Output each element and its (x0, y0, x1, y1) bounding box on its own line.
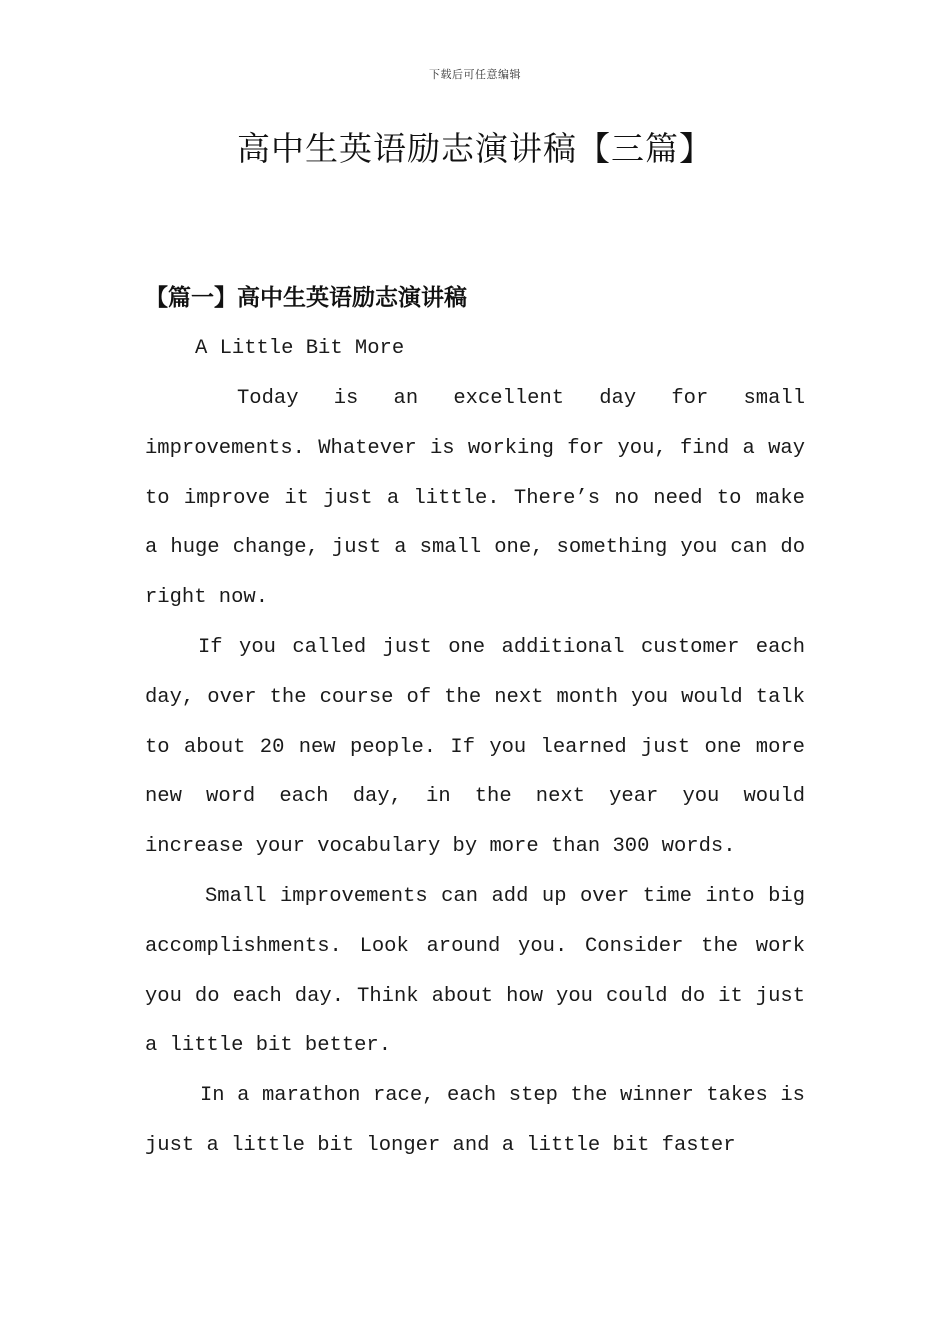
paragraph: If you called just one additional customer each day, over the course of the next month you would talk to about 20 new people. If you learned just one more new word each day, in the next year you would increase your vocabulary by more than 300 words. (145, 635, 805, 859)
paragraph: Today is an excellent day for small improvements. Whatever is working for you, find a way to improve it just a little. There’s no need to make a huge change, just a small one, something you can do right now. (145, 387, 805, 610)
speech-subtitle: A Little Bit More (195, 337, 405, 360)
paragraph: In a marathon race, each step the winner takes is just a little bit longer and a little bit faster (145, 1084, 805, 1157)
section-heading: 【篇一】高中生英语励志演讲稿 (145, 284, 467, 311)
header-note: 下载后可任意编辑 (429, 68, 521, 81)
paragraph: Small improvements can add up over time into big accomplishments. Look around you. Consider the work you do each day. Think about how you could do it just a little bit better. (145, 884, 805, 1058)
speech-body (145, 374, 805, 1171)
document-title: 高中生英语励志演讲稿【三篇】 (237, 129, 713, 168)
